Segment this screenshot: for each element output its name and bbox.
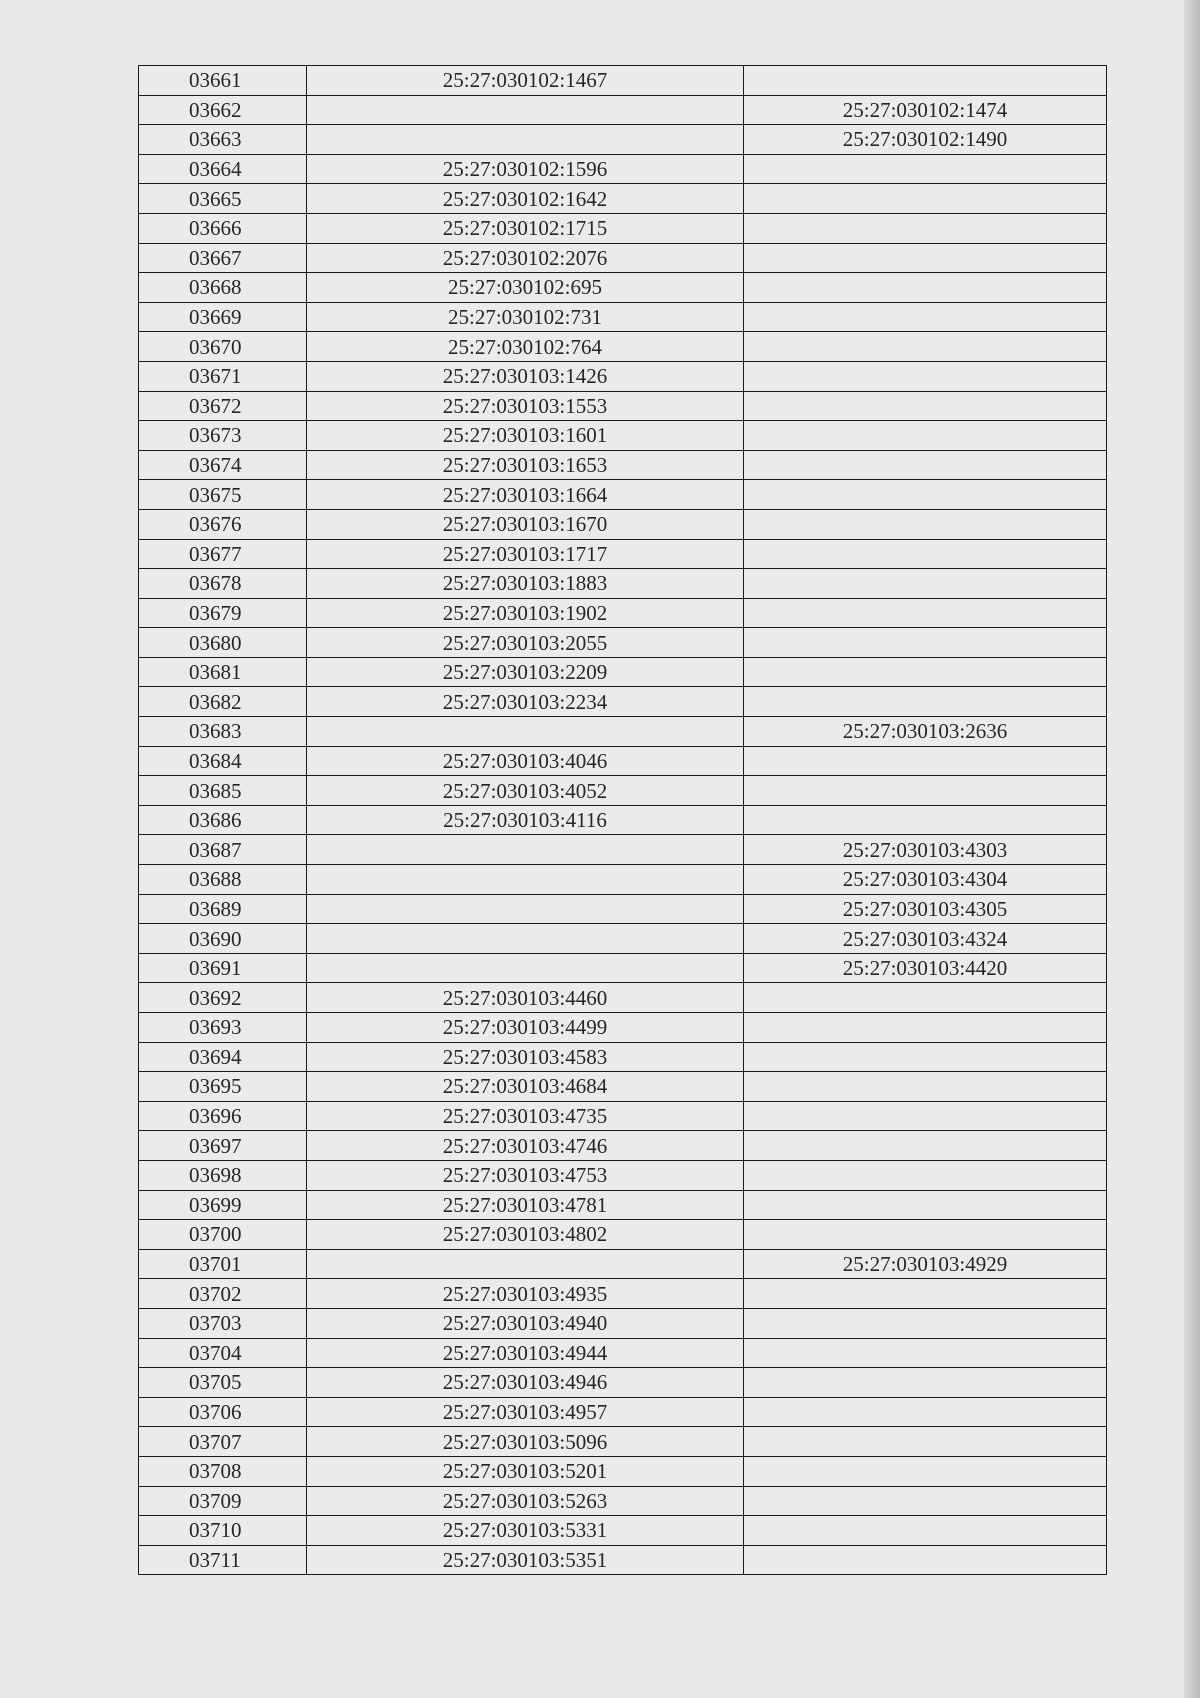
table-row [139, 243, 1107, 273]
cadastral-number-cell-b [744, 657, 1107, 687]
row-number-cell: 03690 [139, 924, 307, 954]
table-row [139, 1545, 1107, 1575]
cadastral-number-cell-a: 25:27:030103:5351 [307, 1545, 744, 1575]
table-row [139, 717, 1107, 747]
row-number-cell: 03709 [139, 1486, 307, 1516]
cadastral-number-cell-a: 25:27:030103:4946 [307, 1368, 744, 1398]
cadastral-number-cell-a [307, 125, 744, 155]
table-row [139, 805, 1107, 835]
table-row [139, 1397, 1107, 1427]
row-number-cell: 03704 [139, 1338, 307, 1368]
cadastral-number-cell-a: 25:27:030102:695 [307, 273, 744, 303]
row-number-cell: 03679 [139, 598, 307, 628]
cadastral-number-cell-a: 25:27:030103:4940 [307, 1308, 744, 1338]
cadastral-number-cell-b: 25:27:030103:4929 [744, 1249, 1107, 1279]
row-number-cell: 03661 [139, 66, 307, 96]
cadastral-number-cell-a: 25:27:030103:4746 [307, 1131, 744, 1161]
cadastral-number-cell-a: 25:27:030103:1902 [307, 598, 744, 628]
row-number-cell: 03673 [139, 421, 307, 451]
cadastral-number-cell-b [744, 628, 1107, 658]
table-row [139, 1338, 1107, 1368]
row-number-cell: 03662 [139, 95, 307, 125]
cadastral-number-cell-a: 25:27:030103:4460 [307, 983, 744, 1013]
table-row [139, 1101, 1107, 1131]
cadastral-number-cell-b [744, 421, 1107, 451]
row-number-cell: 03676 [139, 509, 307, 539]
cadastral-number-cell-b: 25:27:030103:4304 [744, 865, 1107, 895]
row-number-cell: 03665 [139, 184, 307, 214]
row-number-cell: 03664 [139, 154, 307, 184]
table-row [139, 924, 1107, 954]
table-row [139, 953, 1107, 983]
cadastral-number-cell-a: 25:27:030103:1670 [307, 509, 744, 539]
table-row [139, 983, 1107, 1013]
cadastral-number-cell-b [744, 184, 1107, 214]
table-row [139, 480, 1107, 510]
table-row [139, 746, 1107, 776]
table-row [139, 894, 1107, 924]
table-row [139, 273, 1107, 303]
table-row [139, 332, 1107, 362]
row-number-cell: 03699 [139, 1190, 307, 1220]
row-number-cell: 03685 [139, 776, 307, 806]
cadastral-number-cell-a: 25:27:030103:2209 [307, 657, 744, 687]
table-row [139, 302, 1107, 332]
row-number-cell: 03711 [139, 1545, 307, 1575]
cadastral-number-cell-b [744, 243, 1107, 273]
row-number-cell: 03708 [139, 1456, 307, 1486]
cadastral-number-cell-b [744, 1190, 1107, 1220]
cadastral-number-cell-b [744, 746, 1107, 776]
table-row [139, 154, 1107, 184]
cadastral-number-cell-a: 25:27:030103:4499 [307, 1013, 744, 1043]
cadastral-number-cell-a [307, 717, 744, 747]
cadastral-number-cell-a [307, 95, 744, 125]
row-number-cell: 03683 [139, 717, 307, 747]
row-number-cell: 03694 [139, 1042, 307, 1072]
cadastral-number-cell-b: 25:27:030102:1490 [744, 125, 1107, 155]
cadastral-number-cell-b [744, 1279, 1107, 1309]
row-number-cell: 03663 [139, 125, 307, 155]
cadastral-number-cell-b [744, 598, 1107, 628]
cadastral-number-cell-a [307, 835, 744, 865]
table-row [139, 1042, 1107, 1072]
cadastral-number-cell-b: 25:27:030103:4420 [744, 953, 1107, 983]
row-number-cell: 03686 [139, 805, 307, 835]
row-number-cell: 03670 [139, 332, 307, 362]
page-edge-shadow [1184, 0, 1200, 1698]
row-number-cell: 03689 [139, 894, 307, 924]
cadastral-number-cell-b [744, 1486, 1107, 1516]
cadastral-number-cell-b [744, 569, 1107, 599]
table-row [139, 125, 1107, 155]
cadastral-number-table [138, 65, 1107, 1575]
cadastral-number-cell-a [307, 924, 744, 954]
cadastral-number-cell-a: 25:27:030103:1717 [307, 539, 744, 569]
cadastral-number-cell-b [744, 776, 1107, 806]
row-number-cell: 03680 [139, 628, 307, 658]
cadastral-number-cell-b [744, 1072, 1107, 1102]
cadastral-number-cell-b [744, 1220, 1107, 1250]
cadastral-number-cell-a: 25:27:030102:731 [307, 302, 744, 332]
cadastral-number-cell-a: 25:27:030103:4957 [307, 1397, 744, 1427]
row-number-cell: 03672 [139, 391, 307, 421]
cadastral-number-cell-a: 25:27:030103:2234 [307, 687, 744, 717]
cadastral-number-cell-a: 25:27:030103:4753 [307, 1160, 744, 1190]
row-number-cell: 03687 [139, 835, 307, 865]
row-number-cell: 03693 [139, 1013, 307, 1043]
cadastral-number-cell-b [744, 66, 1107, 96]
cadastral-number-cell-a: 25:27:030103:1553 [307, 391, 744, 421]
table-row [139, 1456, 1107, 1486]
row-number-cell: 03706 [139, 1397, 307, 1427]
table-body [139, 66, 1107, 1575]
cadastral-number-cell-a: 25:27:030103:4802 [307, 1220, 744, 1250]
cadastral-number-cell-b [744, 1427, 1107, 1457]
cadastral-number-cell-a: 25:27:030103:5263 [307, 1486, 744, 1516]
cadastral-number-cell-b [744, 1456, 1107, 1486]
row-number-cell: 03691 [139, 953, 307, 983]
table-row [139, 1072, 1107, 1102]
cadastral-number-cell-a: 25:27:030102:2076 [307, 243, 744, 273]
row-number-cell: 03671 [139, 361, 307, 391]
table-row [139, 391, 1107, 421]
cadastral-number-cell-a: 25:27:030103:4944 [307, 1338, 744, 1368]
cadastral-number-cell-b: 25:27:030103:4324 [744, 924, 1107, 954]
row-number-cell: 03678 [139, 569, 307, 599]
cadastral-number-cell-b [744, 1545, 1107, 1575]
cadastral-number-cell-b [744, 1338, 1107, 1368]
cadastral-number-cell-b [744, 332, 1107, 362]
table-row [139, 1190, 1107, 1220]
cadastral-number-cell-b [744, 983, 1107, 1013]
row-number-cell: 03677 [139, 539, 307, 569]
cadastral-number-cell-a: 25:27:030102:1642 [307, 184, 744, 214]
cadastral-number-cell-b [744, 509, 1107, 539]
cadastral-number-cell-a: 25:27:030102:1596 [307, 154, 744, 184]
table-row [139, 1516, 1107, 1546]
cadastral-number-cell-b [744, 302, 1107, 332]
cadastral-number-cell-b [744, 1368, 1107, 1398]
table-row [139, 95, 1107, 125]
table-row [139, 66, 1107, 96]
cadastral-number-cell-b [744, 480, 1107, 510]
table-row [139, 1279, 1107, 1309]
cadastral-number-cell-a [307, 1249, 744, 1279]
row-number-cell: 03710 [139, 1516, 307, 1546]
cadastral-number-cell-b [744, 1131, 1107, 1161]
cadastral-number-cell-a: 25:27:030103:5096 [307, 1427, 744, 1457]
cadastral-number-cell-a: 25:27:030103:1601 [307, 421, 744, 451]
cadastral-number-cell-a: 25:27:030103:4735 [307, 1101, 744, 1131]
table-row [139, 1427, 1107, 1457]
cadastral-number-cell-b: 25:27:030103:2636 [744, 717, 1107, 747]
row-number-cell: 03695 [139, 1072, 307, 1102]
cadastral-number-cell-b [744, 154, 1107, 184]
table-row [139, 1131, 1107, 1161]
table-row [139, 450, 1107, 480]
table-row [139, 184, 1107, 214]
table-row [139, 1368, 1107, 1398]
cadastral-number-cell-b [744, 1308, 1107, 1338]
row-number-cell: 03681 [139, 657, 307, 687]
table-row [139, 1486, 1107, 1516]
cadastral-number-cell-a: 25:27:030103:4052 [307, 776, 744, 806]
table-row [139, 598, 1107, 628]
cadastral-number-cell-a: 25:27:030103:1883 [307, 569, 744, 599]
row-number-cell: 03669 [139, 302, 307, 332]
cadastral-number-cell-b [744, 539, 1107, 569]
cadastral-number-cell-b [744, 273, 1107, 303]
row-number-cell: 03682 [139, 687, 307, 717]
cadastral-number-cell-a: 25:27:030103:5201 [307, 1456, 744, 1486]
cadastral-number-cell-b [744, 805, 1107, 835]
cadastral-number-cell-b [744, 450, 1107, 480]
cadastral-number-cell-a: 25:27:030103:4781 [307, 1190, 744, 1220]
row-number-cell: 03698 [139, 1160, 307, 1190]
cadastral-number-cell-a: 25:27:030103:4935 [307, 1279, 744, 1309]
cadastral-number-cell-a: 25:27:030103:2055 [307, 628, 744, 658]
table-row [139, 776, 1107, 806]
cadastral-number-cell-a: 25:27:030103:4583 [307, 1042, 744, 1072]
cadastral-number-cell-b [744, 687, 1107, 717]
row-number-cell: 03702 [139, 1279, 307, 1309]
cadastral-number-cell-a [307, 953, 744, 983]
row-number-cell: 03668 [139, 273, 307, 303]
table-row [139, 361, 1107, 391]
table-row [139, 1220, 1107, 1250]
row-number-cell: 03696 [139, 1101, 307, 1131]
row-number-cell: 03697 [139, 1131, 307, 1161]
cadastral-number-cell-b: 25:27:030103:4303 [744, 835, 1107, 865]
cadastral-number-cell-b: 25:27:030103:4305 [744, 894, 1107, 924]
cadastral-number-cell-a [307, 894, 744, 924]
cadastral-number-cell-b [744, 1013, 1107, 1043]
table-row [139, 687, 1107, 717]
cadastral-number-cell-a: 25:27:030103:1426 [307, 361, 744, 391]
cadastral-number-cell-b [744, 1397, 1107, 1427]
row-number-cell: 03707 [139, 1427, 307, 1457]
cadastral-number-cell-b [744, 1516, 1107, 1546]
table-row [139, 1249, 1107, 1279]
row-number-cell: 03688 [139, 865, 307, 895]
cadastral-number-cell-a: 25:27:030103:1653 [307, 450, 744, 480]
cadastral-number-cell-b [744, 391, 1107, 421]
table-row [139, 628, 1107, 658]
table-row [139, 835, 1107, 865]
row-number-cell: 03705 [139, 1368, 307, 1398]
cadastral-number-cell-b [744, 1042, 1107, 1072]
cadastral-number-cell-b [744, 1160, 1107, 1190]
row-number-cell: 03684 [139, 746, 307, 776]
row-number-cell: 03701 [139, 1249, 307, 1279]
row-number-cell: 03666 [139, 213, 307, 243]
table-row [139, 539, 1107, 569]
cadastral-number-cell-b: 25:27:030102:1474 [744, 95, 1107, 125]
cadastral-number-cell-a: 25:27:030103:5331 [307, 1516, 744, 1546]
row-number-cell: 03703 [139, 1308, 307, 1338]
row-number-cell: 03674 [139, 450, 307, 480]
row-number-cell: 03667 [139, 243, 307, 273]
table-row [139, 213, 1107, 243]
cadastral-number-cell-a [307, 865, 744, 895]
row-number-cell: 03700 [139, 1220, 307, 1250]
table-row [139, 569, 1107, 599]
cadastral-number-cell-b [744, 361, 1107, 391]
cadastral-number-cell-a: 25:27:030103:4116 [307, 805, 744, 835]
cadastral-number-cell-a: 25:27:030103:4046 [307, 746, 744, 776]
table-row [139, 865, 1107, 895]
row-number-cell: 03675 [139, 480, 307, 510]
cadastral-number-cell-a: 25:27:030102:1715 [307, 213, 744, 243]
cadastral-number-cell-b [744, 213, 1107, 243]
row-number-cell: 03692 [139, 983, 307, 1013]
table-row [139, 1160, 1107, 1190]
cadastral-number-cell-a: 25:27:030103:4684 [307, 1072, 744, 1102]
cadastral-number-cell-a: 25:27:030102:1467 [307, 66, 744, 96]
cadastral-number-cell-b [744, 1101, 1107, 1131]
table-row [139, 509, 1107, 539]
table-row [139, 1308, 1107, 1338]
cadastral-number-cell-a: 25:27:030103:1664 [307, 480, 744, 510]
cadastral-number-cell-a: 25:27:030102:764 [307, 332, 744, 362]
table-row [139, 1013, 1107, 1043]
table-row [139, 421, 1107, 451]
table-row [139, 657, 1107, 687]
